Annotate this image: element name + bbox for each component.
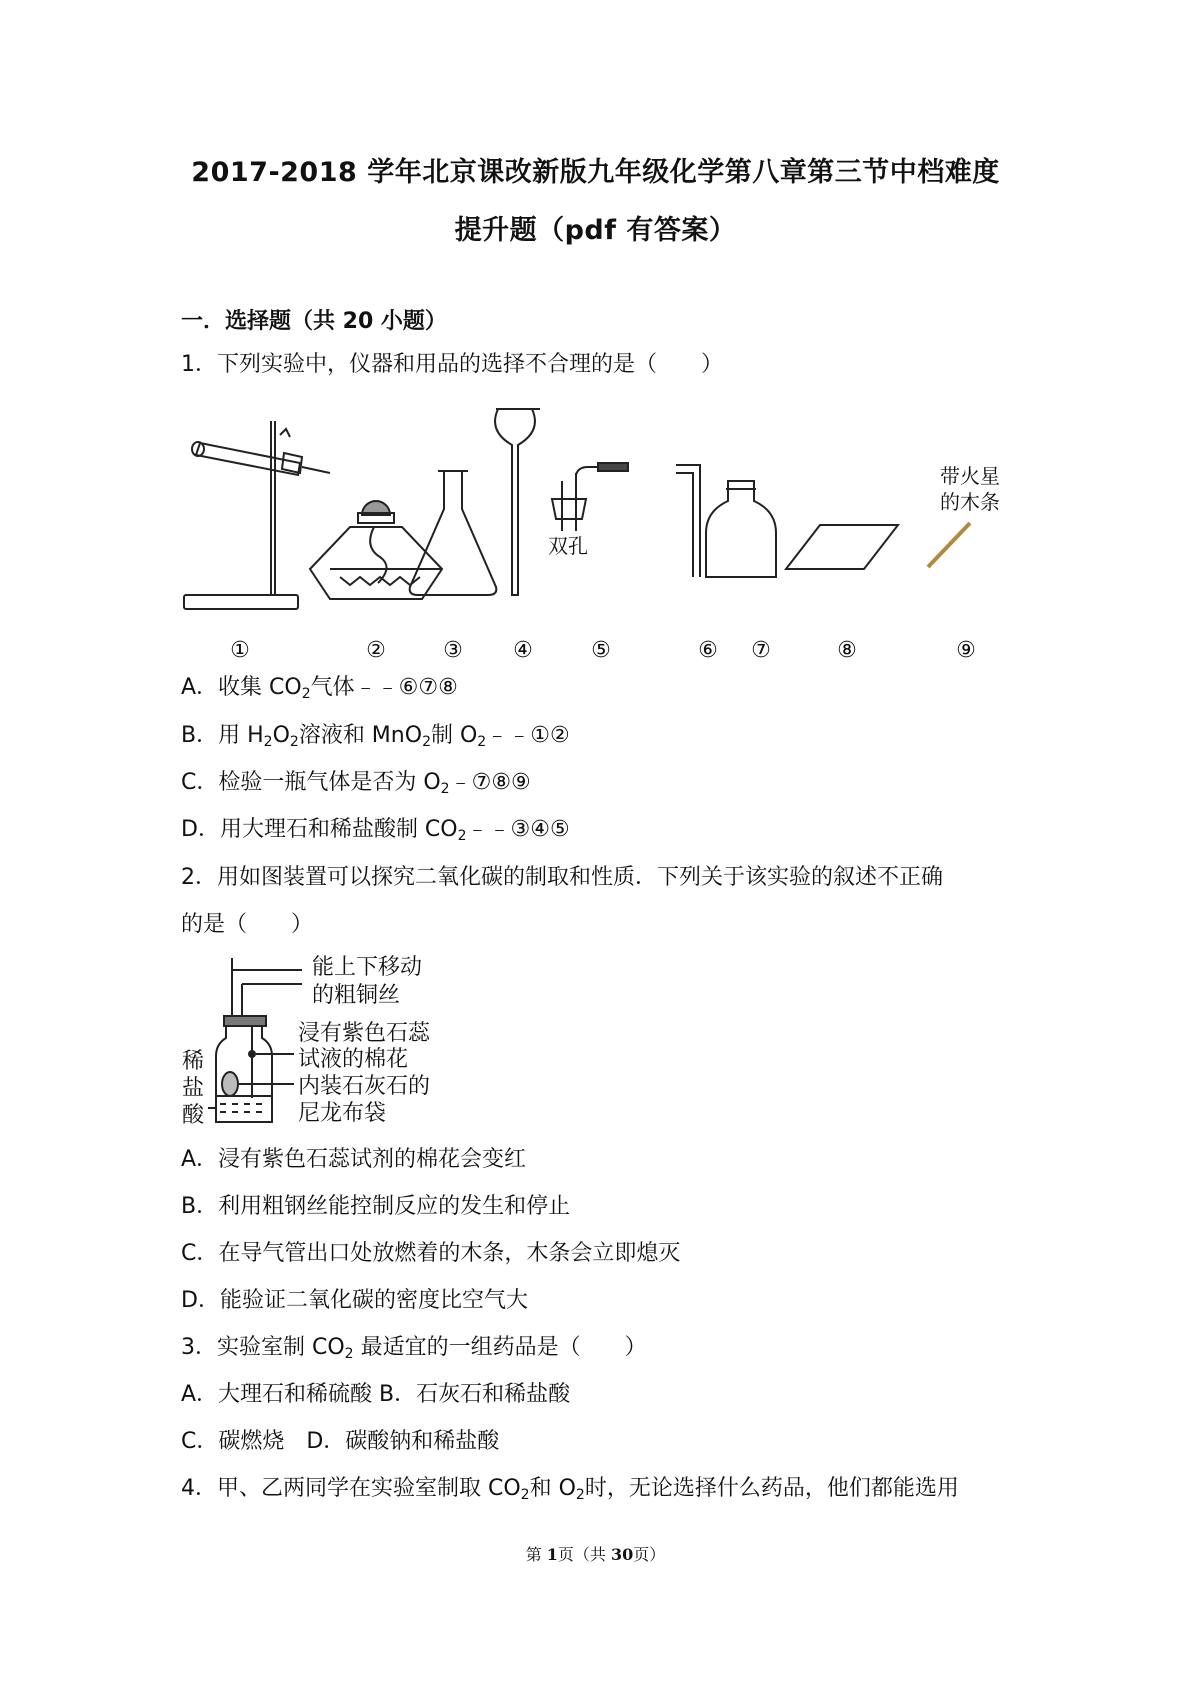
fig-label-6: ⑥	[698, 638, 718, 663]
label-cotton-2: 试液的棉花	[298, 1047, 409, 1072]
q2-apparatus-figure	[180, 948, 440, 1133]
q1-apparatus-figure	[180, 395, 1100, 670]
gas-bottle-icon	[706, 481, 776, 577]
q4-stem: 4．甲、乙两同学在实验室制取 $CO_2$和 $O_2$时，无论选择什么药品，他们都能选用	[181, 1476, 959, 1503]
q1-option-b: B．用 $H_2O_2$溶液和 MnO$_2$制 $O_2﹣﹣①②$	[181, 723, 570, 750]
label-wire-1: 能上下移动	[312, 955, 423, 980]
q2-option-a: A．浸有紫色石蕊试剂的棉花会变红	[181, 1147, 527, 1172]
q2-stem-line1: 2．用如图装置可以探究二氧化碳的制取和性质．下列关于该实验的叙述不正确	[181, 865, 943, 890]
label-acid-3: 酸	[182, 1103, 205, 1128]
q3-stem: 3．实验室制 $CO_2$ 最适宜的一组药品是（ ）	[181, 1335, 647, 1362]
fig-label-7: ⑦	[751, 638, 771, 663]
label-wire-2: 的粗铜丝	[312, 983, 401, 1008]
glass-plate-icon	[786, 525, 898, 569]
q3-options-ab: A．大理石和稀硫酸 B．石灰石和稀盐酸	[181, 1382, 571, 1407]
fig-label-4: ④	[513, 638, 533, 663]
section-heading: 一．选择题（共 20 小题）	[181, 309, 447, 334]
q2-stem-line2: 的是（ ）	[181, 912, 314, 937]
fig-label-5: ⑤	[591, 638, 611, 663]
document-title-line1: 2017-2018 学年北京课改新版九年级化学第八章第三节中档难度	[191, 157, 1000, 188]
label-bag-1: 内装石灰石的	[298, 1074, 431, 1099]
fig-label-2: ②	[366, 638, 386, 663]
q2-option-d: D．能验证二氧化碳的密度比空气大	[181, 1288, 528, 1313]
q1-option-c: C．检验一瓶气体是否为 $O_2﹣⑦⑧⑨$	[181, 770, 531, 797]
page-footer: 第 1页（共 30页）	[525, 1545, 666, 1564]
label-bag-2: 尼龙布袋	[298, 1101, 387, 1126]
q1-stem: 1．下列实验中，仪器和用品的选择不合理的是（ ）	[181, 352, 723, 377]
q2-option-c: C．在导气管出口处放燃着的木条，木条会立即熄灭	[181, 1241, 681, 1266]
q1-option-a: A．收集 $CO_2$气体﹣﹣⑥⑦⑧	[181, 675, 458, 702]
fig-label-8: ⑧	[837, 638, 857, 663]
two-hole-stopper-icon	[552, 463, 628, 531]
iron-stand-icon	[184, 421, 330, 609]
fig-label-1: ①	[230, 638, 250, 663]
splint-label-line1: 带火星	[940, 464, 1000, 488]
conical-flask-icon	[410, 471, 497, 595]
fig-label-3: ③	[443, 638, 463, 663]
q3-options-cd: C．碳燃烧 D．碳酸钠和稀盐酸	[181, 1429, 500, 1454]
fig-label-9: ⑨	[956, 638, 976, 663]
document-title-line2: 提升题（pdf 有答案）	[454, 215, 737, 246]
label-acid-1: 稀	[182, 1049, 205, 1074]
label-acid-2: 盐	[182, 1076, 205, 1101]
stopper-label: 双孔	[548, 534, 588, 558]
glowing-splint-icon	[928, 523, 970, 567]
splint-label-line2: 的木条	[940, 490, 1000, 514]
q1-option-d: D．用大理石和稀盐酸制 $CO_2﹣﹣③④⑤$	[181, 817, 570, 844]
q2-option-b: B．利用粗钢丝能控制反应的发生和停止	[181, 1194, 571, 1219]
long-neck-funnel-icon	[495, 409, 540, 595]
alcohol-lamp-icon	[310, 501, 442, 599]
label-cotton-1: 浸有紫色石蕊	[298, 1021, 431, 1046]
bent-glass-tube-icon	[676, 465, 700, 577]
